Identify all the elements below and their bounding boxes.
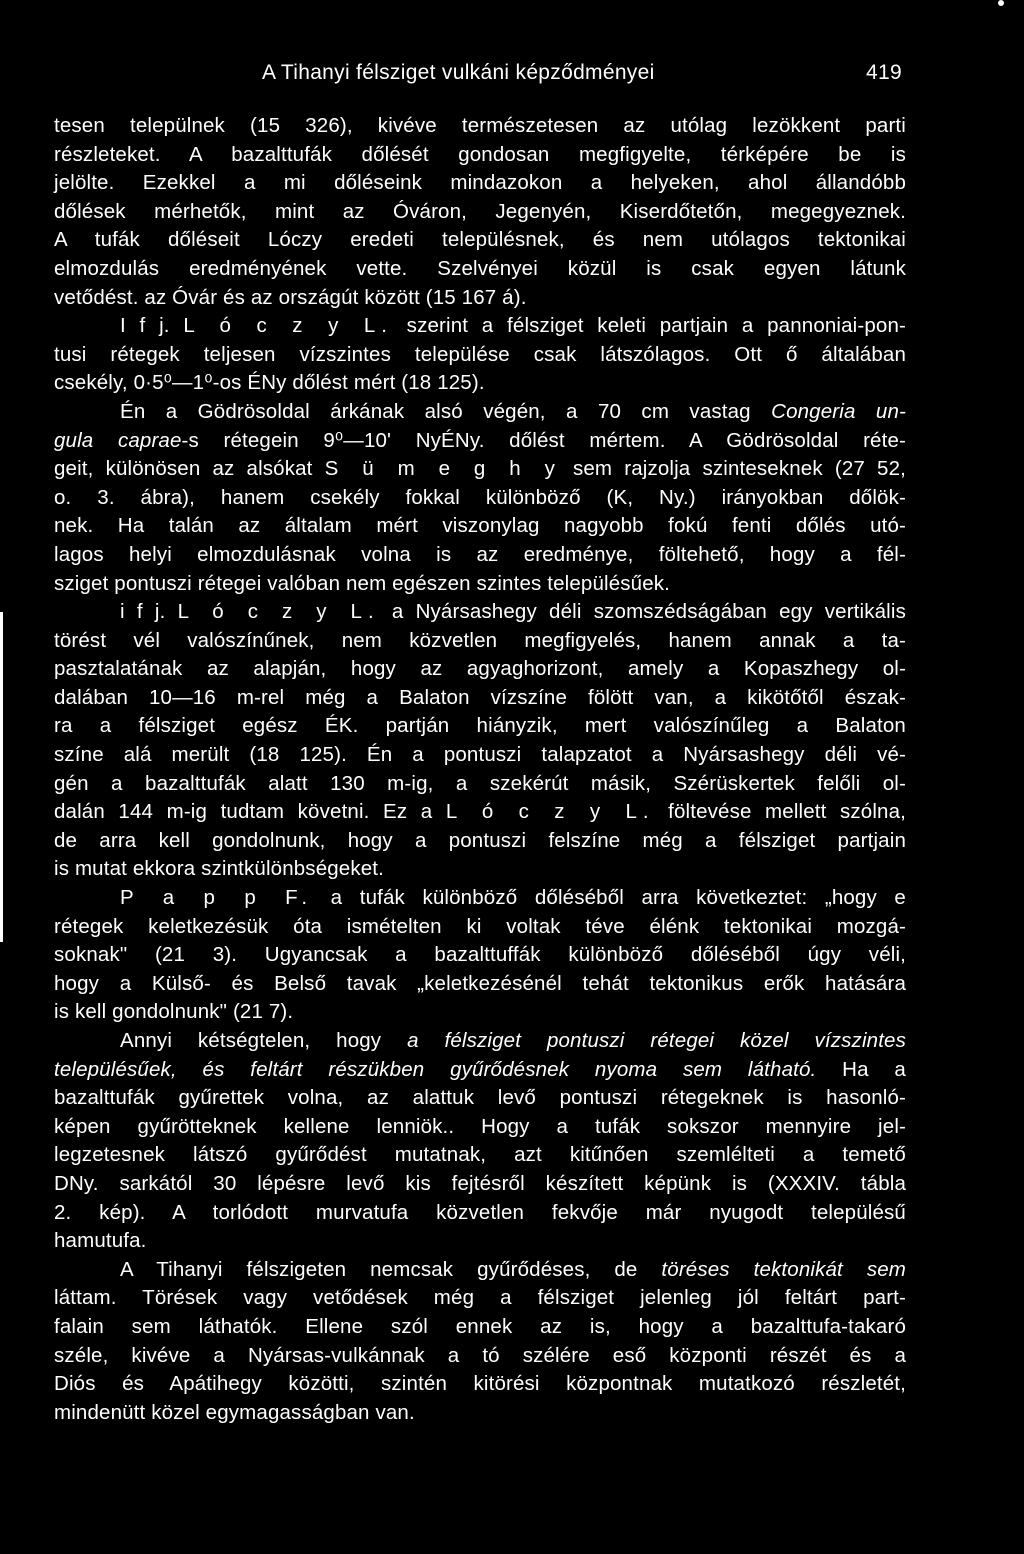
text-run: Én a Gödrösoldal árkának alsó végén, a 70 cm vastag (120, 399, 751, 423)
margin-rule (0, 612, 3, 942)
emphasis-text: a félsziget pontuszi rétegei közel vízszintes (407, 1029, 906, 1052)
text-line (54, 312, 906, 341)
text-line: pasztalatának az alapján, hogy az agyaghorizont, amely a Kopaszhegy ol- (54, 657, 906, 681)
author-name: P a p p F. (120, 886, 314, 910)
text-run: a tufák különböző dőléséből arra következtet: „hogy e (330, 886, 906, 910)
text-run: i f j. (120, 600, 166, 624)
author-name: L ó c z y L. (445, 800, 655, 824)
text-line: is mutat ekkora szintkülönbségeket. (54, 857, 384, 881)
species-name: Congeria un- (771, 399, 906, 423)
text-line: képen gyűrötteknek kellene lenniök.. Hogy a tufák sokszor mennyire jel- (54, 1114, 906, 1138)
text-line: széle, kivéve a Nyársas-vulkánnak a tó szélére eső központi részét és a (54, 1343, 906, 1367)
author-name: L ó c z y L. (177, 600, 380, 624)
text-line: vetődést. az Óvár és az országút között (15 167 á). (54, 285, 527, 309)
text-run: dalán 144 m-ig tudtam követni. Ez a (54, 800, 433, 824)
text-run: föltevése mellett szólna, (668, 800, 906, 824)
text-line: részleteket. A bazalttufák dőlését gondosan megfigyelte, térképére be is (54, 142, 906, 166)
page-header (262, 56, 902, 90)
species-name: gula caprae (54, 428, 182, 452)
text-line: Diós és Apátihegy közötti, szintén kitörési központnak mutatkozó részletét, (54, 1372, 906, 1396)
text-line: mindenütt közel egymagasságban van. (54, 1400, 415, 1424)
text-line: színe alá merült (18 125). Én a pontuszi talapzatot a Nyársashegy déli vé- (54, 743, 906, 767)
text-line (54, 1027, 906, 1056)
running-title: A Tihanyi félsziget vulkáni képződményei (262, 61, 655, 84)
text-line: hamutufa. (54, 1229, 147, 1253)
text-line: jelölte. Ezekkel a mi dőléseink mindazokon a helyeken, ahol állandóbb (54, 171, 906, 195)
page-number: 419 (866, 61, 902, 84)
text-run: Ha a (842, 1057, 906, 1081)
text-run: A Tihanyi félszigeten nemcsak gyűrődéses, de (120, 1257, 638, 1281)
text-line: gén a bazalttufák alatt 130 m-ig, a szekérút másik, Szérüskertek felőli ol- (54, 771, 906, 795)
text-run: a Nyársashegy déli szomszédságában egy vertikális (391, 600, 906, 624)
text-line: dőlések mérhetők, mint az Óváron, Jegenyén, Kiserdőtetőn, megegyeznek. (54, 199, 906, 223)
text-line: elmozdulás eredményének vette. Szelvényei közül is csak egyen látunk (54, 256, 906, 280)
text-line (54, 455, 906, 484)
emphasis-text: töréses tektonikát (661, 1257, 843, 1281)
emphasis-text: településűek, és feltárt részükben gyűrődésnek nyoma sem látható. (54, 1057, 817, 1081)
corner-speck (998, 0, 1004, 6)
text-line: lagos helyi elmozdulásnak volna is az eredménye, föltehető, hogy a fél- (54, 542, 906, 566)
text-line (54, 1056, 906, 1085)
text-run: -s rétegein 9⁰—10' NyÉNy. dőlést mértem. A Gödrösoldal réte- (181, 428, 906, 452)
author-name: L ó c z y L. (183, 314, 393, 338)
text-line: hogy a Külső- és Belső tavak „keletkezésénél tehát tektonikus erők hatására (54, 971, 906, 995)
text-line: törést vél valószínűnek, nem közvetlen megfigyelés, hanem annak a ta- (54, 628, 906, 652)
text-line (54, 798, 906, 827)
text-line (54, 427, 906, 456)
text-line: tusi rétegek teljesen vízszintes települése csak látszólagos. Ott ő általában (54, 342, 906, 366)
text-run: Annyi kétségtelen, hogy (120, 1029, 382, 1052)
emphasis-text: sem (866, 1257, 906, 1281)
text-run: I f j. (120, 314, 170, 338)
text-line: falain sem láthatók. Ellene szól ennek az is, hogy a bazalttufa-takaró (54, 1314, 906, 1338)
author-name: S ü m e g h y (324, 457, 561, 481)
text-line: sziget pontuszi rétegei valóban nem egészen szintes településűek. (54, 571, 671, 595)
text-line (54, 1256, 906, 1285)
text-line: tesen települnek (15 326), kivéve természetesen az utólag lezökkent parti (54, 114, 906, 137)
text-line (54, 598, 906, 627)
text-line: nek. Ha talán az általam mért viszonylag nagyobb fokú fenti dőlés utó- (54, 514, 906, 538)
text-line: bazalttufák gyűrettek volna, az alattuk levő pontuszi rétegeknek is hasonló- (54, 1086, 906, 1110)
text-line (54, 398, 906, 427)
text-run: sem rajzolja szinteseknek (27 52, (572, 457, 906, 481)
text-line: rétegek keletkezésük óta ismételten ki voltak téve élénk tektonikai mozgá- (54, 914, 906, 938)
text-run: szerint a félsziget keleti partjain a pannoniai-pon- (406, 314, 906, 338)
text-line (54, 884, 906, 913)
text-line: ra a félsziget egész ÉK. partján hiányzik, mert valószínűleg a Balaton (54, 714, 906, 738)
text-line: legzetesnek látszó gyűrődést mutatnak, azt kitűnően szemlélteti a temető (54, 1143, 906, 1167)
text-line: A tufák dőléseit Lóczy eredeti településnek, és nem utólagos tektonikai (54, 228, 906, 252)
body-text (54, 112, 906, 1427)
text-line: DNy. sarkától 30 lépésre levő kis fejtésről készített képünk is (XXXIV. tábla (54, 1171, 906, 1195)
text-line: 2. kép). A torlódott murvatufa közvetlen fekvője már nyugodt településű (54, 1200, 906, 1224)
text-line: soknak" (21 3). Ugyancsak a bazalttuffák különböző dőléséből úgy véli, (54, 943, 906, 967)
text-line: dalában 10—16 m-rel még a Balaton vízszíne fölött van, a kikötőtől észak- (54, 685, 906, 709)
text-line: de arra kell gondolnunk, hogy a pontuszi felszíne még a félsziget partjain (54, 828, 906, 852)
text-run: geit, különösen az alsókat (54, 457, 313, 481)
text-line: o. 3. ábra), hanem csekély fokkal különböző (K, Ny.) irányokban dőlök- (54, 485, 906, 509)
text-line: csekély, 0·5⁰—1⁰-os ÉNy dőlést mért (18 125). (54, 371, 485, 395)
text-line: láttam. Törések vagy vetődések még a félsziget jelenleg jól feltárt part- (54, 1286, 906, 1310)
text-line: is kell gondolnunk" (21 7). (54, 1000, 294, 1024)
